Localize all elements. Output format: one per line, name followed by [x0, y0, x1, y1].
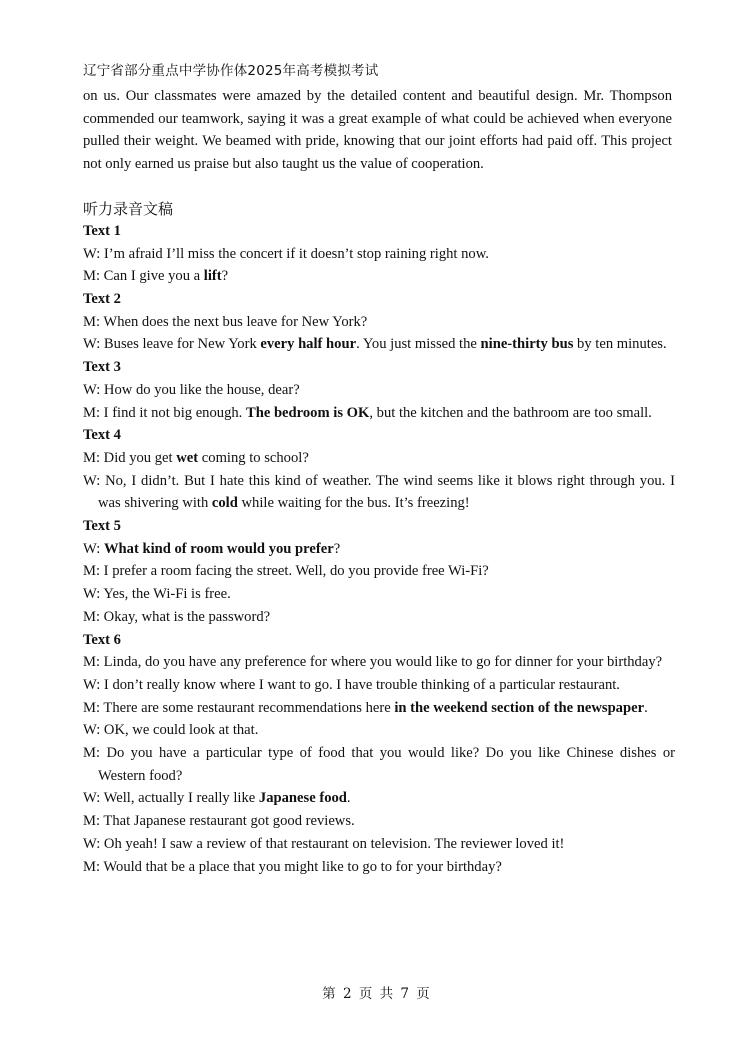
bold-keyword: lift — [203, 268, 222, 285]
dialogue-line — [83, 833, 675, 856]
line-text: by ten minutes. — [573, 336, 667, 353]
line-text: W: Buses leave for New York — [83, 336, 261, 353]
dialogue-line — [83, 674, 675, 697]
bold-keyword: in the weekend section of the newspaper — [394, 699, 645, 716]
essay-paragraph: on us. Our classmates were amazed by the detailed content and beautiful design. Mr. Thompson commended our teamwork, saying it was a great example of what could be achieved when everyone pulled their weight. We beamed with pride, knowing that our joint efforts had paid off. This project not only earned us praise but also taught us the value of cooperation. — [83, 88, 672, 173]
bold-keyword: Japanese food — [258, 790, 347, 807]
line-text: W: OK, we could look at that. — [83, 722, 259, 739]
line-text: , but the kitchen and the bathroom are too small. — [369, 404, 652, 421]
text-heading: Text 1 — [83, 223, 121, 239]
line-text: . — [644, 699, 648, 716]
text-heading: Text 6 — [83, 631, 121, 648]
dialogue-line — [83, 606, 675, 629]
bold-keyword: wet — [176, 449, 199, 466]
line-text: W: Yes, the Wi-Fi is free. — [83, 586, 231, 603]
listening-transcript — [83, 220, 675, 878]
dialogue-line — [83, 810, 675, 833]
text-heading: Text 2 — [83, 291, 121, 308]
section-title: 听力录音文稿 — [83, 200, 174, 218]
bold-keyword: What kind of room would you prefer — [103, 540, 334, 557]
dialogue-line — [83, 379, 675, 402]
line-text: while waiting for the bus. It’s freezing! — [237, 495, 470, 512]
dialogue-line — [83, 333, 675, 356]
line-text: M: Do you have a particular type of food that you would like? Do you like Chinese dishes or Western food? — [83, 745, 675, 784]
line-text: ? — [333, 540, 341, 557]
bold-keyword: cold — [211, 495, 238, 512]
line-text: M: Would that be a place that you might like to go to for your birthday? — [83, 858, 502, 875]
dialogue-line — [83, 402, 675, 425]
line-text: M: Okay, what is the password? — [83, 608, 271, 625]
line-text: M: There are some restaurant recommendations here — [83, 699, 395, 716]
text-heading: Text 3 — [83, 359, 121, 376]
dialogue-line — [83, 265, 675, 288]
line-text: M: Can I give you a — [83, 268, 204, 285]
dialogue-line — [83, 856, 675, 879]
line-text: M: Linda, do you have any preference for where you would like to go for dinner for your birthday? — [83, 654, 663, 671]
dialogue-line — [83, 560, 675, 583]
bold-keyword: The bedroom is OK — [245, 404, 370, 421]
dialogue-line — [83, 651, 675, 674]
bold-keyword: nine-thirty bus — [480, 336, 574, 353]
text-heading: Text 4 — [83, 427, 121, 444]
line-text: M: I prefer a room facing the street. Well, do you provide free Wi-Fi? — [83, 563, 489, 580]
dialogue-line — [83, 742, 675, 787]
dialogue-line — [83, 311, 675, 334]
line-text: M: I find it not big enough. — [83, 404, 246, 421]
bold-keyword: every half hour — [260, 336, 357, 353]
line-text: M: When does the next bus leave for New York? — [83, 313, 368, 330]
page-number: 第 2 页 共 7 页 — [322, 986, 430, 1002]
line-text: M: That Japanese restaurant got good reviews. — [83, 813, 355, 830]
line-text: coming to school? — [198, 449, 309, 466]
dialogue-line — [83, 447, 675, 470]
line-text: W: I don’t really know where I want to go. I have trouble thinking of a particular restaurant. — [83, 676, 620, 693]
dialogue-line — [83, 719, 675, 742]
line-text: . — [346, 790, 351, 807]
dialogue-line — [83, 787, 675, 810]
line-text: W: I’m afraid I’ll miss the concert if it doesn’t stop raining right now. — [83, 245, 489, 262]
dialogue-line — [83, 697, 675, 720]
line-text: W: Oh yeah! I saw a review of that restaurant on television. The reviewer loved it! — [83, 835, 565, 852]
line-text: W: — [83, 540, 104, 557]
text-heading: Text 5 — [83, 518, 121, 535]
line-text: W: How do you like the house, dear? — [83, 381, 300, 398]
line-text: W: No, I didn’t. But I hate this kind of weather. The wind seems like it blows right through you. I was shivering with — [83, 472, 675, 512]
line-text: ? — [221, 268, 229, 285]
dialogue-line — [83, 538, 675, 561]
page-header: 辽宁省部分重点中学协作体2025年高考模拟考试 — [83, 63, 379, 79]
line-text: . You just missed the — [356, 336, 481, 353]
line-text: W: Well, actually I really like — [83, 790, 259, 807]
dialogue-line — [83, 243, 675, 266]
dialogue-line — [83, 470, 675, 515]
dialogue-line — [83, 583, 675, 606]
line-text: M: Did you get — [83, 449, 177, 466]
